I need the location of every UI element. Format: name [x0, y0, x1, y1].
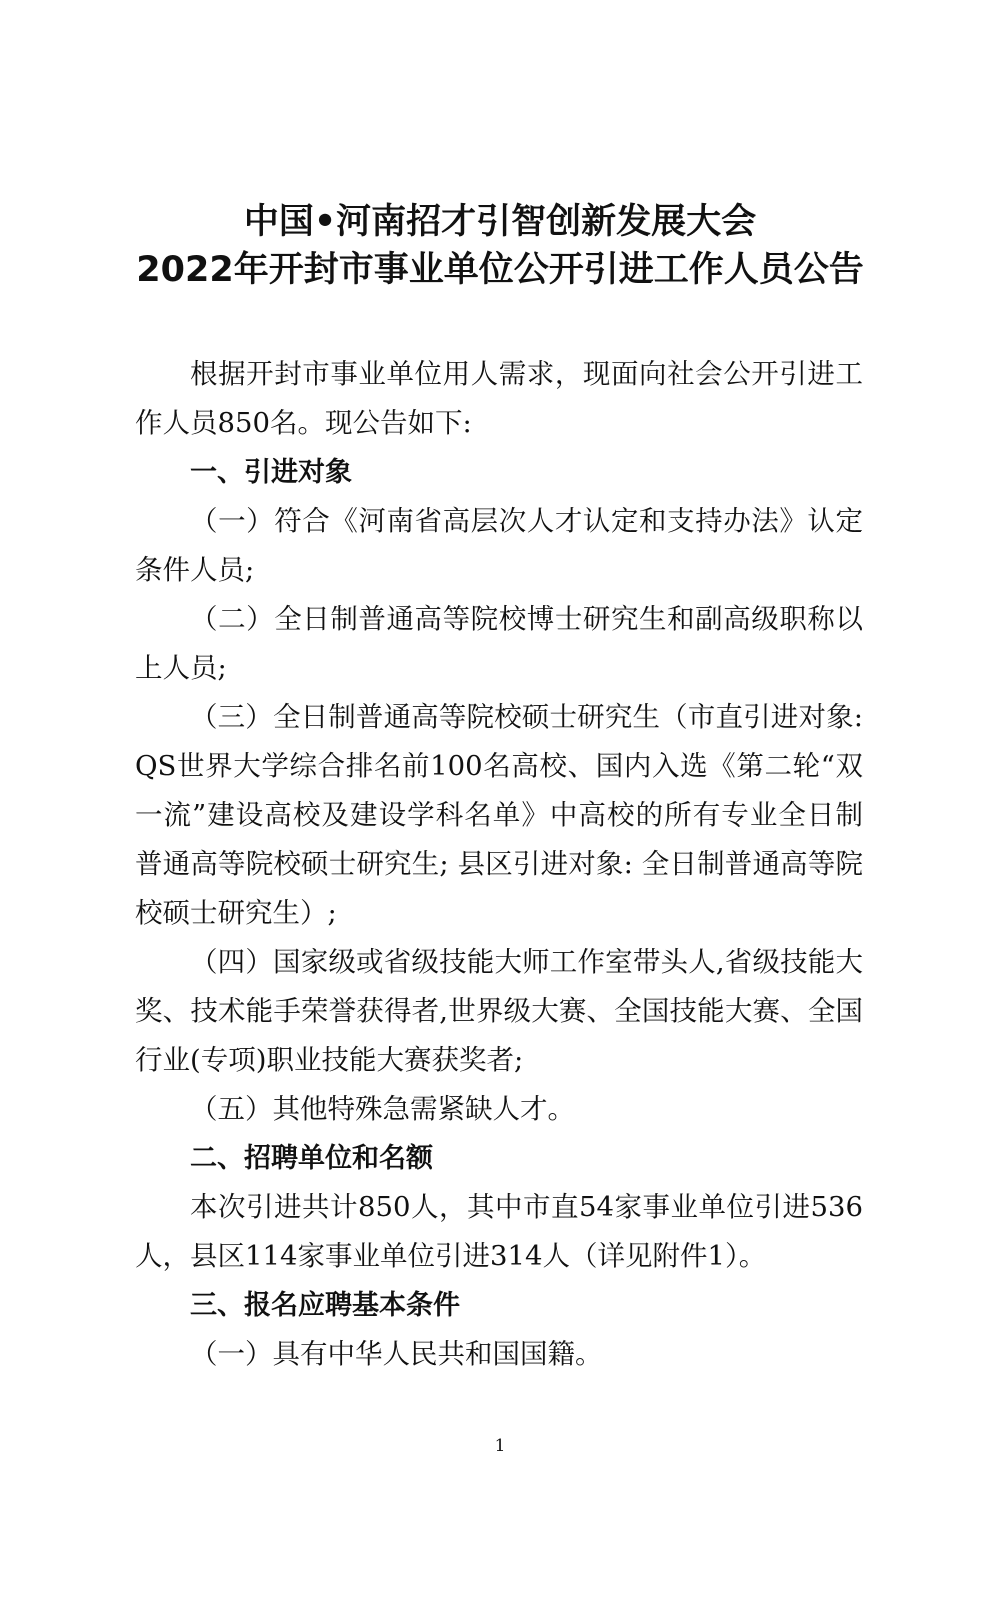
section-3-item-1: （一）具有中华人民共和国国籍。: [190, 1338, 603, 1370]
document-body: [135, 350, 863, 1379]
section-1-item-1: （一）符合《河南省高层次人才认定和支持办法》认定条件人员;: [135, 505, 863, 586]
title-line-1: 中国•河南招才引智创新发展大会: [243, 202, 757, 242]
intro-paragraph: 根据开封市事业单位用人需求，现面向社会公开引进工作人员850名。现公告如下:: [135, 358, 863, 439]
page-number: 1: [494, 1436, 506, 1456]
section-1-item-5: （五）其他特殊急需紧缺人才。: [190, 1093, 575, 1125]
section-2-heading: 二、招聘单位和名额: [190, 1143, 433, 1174]
section-2-text: 本次引进共计850人，其中市直54家事业单位引进536人，县区114家事业单位引进314人（详见附件1）。: [135, 1191, 863, 1272]
section-1-item-4: （四）国家级或省级技能大师工作室带头人,省级技能大奖、技术能手荣誉获得者,世界级大赛、全国技能大赛、全国行业(专项)职业技能大赛获奖者;: [135, 946, 863, 1076]
section-3-heading: 三、报名应聘基本条件: [190, 1290, 460, 1321]
section-1-heading: 一、引进对象: [190, 457, 352, 488]
section-1-item-3: （三）全日制普通高等院校硕士研究生（市直引进对象: QS世界大学综合排名前100名高校、国内入选《第二轮“双一流”建设高校及建设学科名单》中高校的所有专业全日制普通高等院校硕士研究生; 县区引进对象: 全日制普通高等院校硕士研究生）;: [135, 701, 863, 929]
title-line-2: 2022年开封市事业单位公开引进工作人员公告: [136, 250, 864, 290]
document-title: [0, 198, 1000, 294]
section-1-item-2: （二）全日制普通高等院校博士研究生和副高级职称以上人员;: [135, 603, 863, 684]
